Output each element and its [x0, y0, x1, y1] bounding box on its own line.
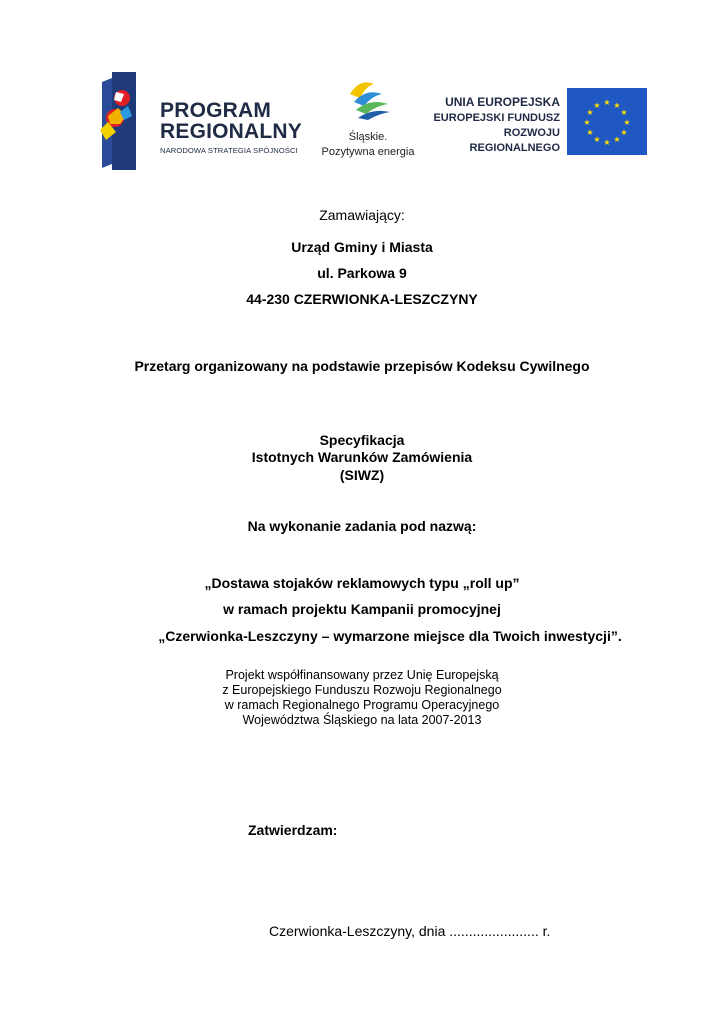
program-regionalny-emblem: [94, 72, 146, 170]
task-line3: „Czerwionka-Leszczyny – wymarzone miejsce dla Twoich inwestycji”.: [158, 628, 622, 644]
program-regionalny-line1: PROGRAM: [160, 99, 272, 122]
eu-line2: EUROPEJSKI FUNDUSZ: [433, 112, 560, 124]
orderer-name: Urząd Gminy i Miasta: [291, 239, 433, 255]
slaskie-emblem: [344, 72, 394, 122]
task-line1: „Dostawa stojaków reklamowych typu „roll up”: [204, 575, 520, 591]
spec-line3: (SIWZ): [339, 467, 385, 483]
svg-text:★: ★: [613, 135, 621, 144]
task-intro: Na wykonanie zadania pod nazwą:: [247, 518, 477, 534]
cofinance-line4: Województwa Śląskiego na lata 2007-2013: [242, 713, 482, 727]
task-line2: w ramach projektu Kampanii promocyjnej: [223, 601, 501, 617]
svg-text:★: ★: [583, 118, 591, 127]
eu-flag-icon: [567, 88, 647, 155]
svg-text:★: ★: [603, 138, 611, 147]
program-regionalny-line3: NARODOWA STRATEGIA SPÓJNOŚCI: [160, 146, 298, 155]
tender-basis: Przetarg organizowany na podstawie przepisów Kodeksu Cywilnego: [134, 358, 590, 374]
svg-text:★: ★: [623, 118, 631, 127]
svg-text:★: ★: [603, 98, 611, 107]
spec-line2: Istotnych Warunków Zamówienia: [251, 449, 473, 465]
place-date-line: Czerwionka-Leszczyny, dnia ....................... r.: [269, 923, 551, 939]
orderer-label: Zamawiający:: [319, 207, 405, 223]
cofinance-line3: w ramach Regionalnego Programu Operacyjnego: [224, 698, 500, 712]
eu-line3: ROZWOJU REGIONALNEGO: [469, 127, 560, 154]
program-regionalny-logo: [94, 72, 309, 170]
svg-text:★: ★: [593, 101, 601, 110]
spec-line1: Specyfikacja: [319, 432, 405, 448]
slaskie-line2: Pozytywna energia: [321, 146, 415, 158]
orderer-city: 44-230 CZERWIONKA-LESZCZYNY: [246, 291, 478, 307]
eu-line1: UNIA EUROPEJSKA: [445, 95, 560, 109]
svg-text:★: ★: [586, 108, 594, 117]
svg-text:★: ★: [613, 101, 621, 110]
program-regionalny-line2: REGIONALNY: [160, 120, 303, 143]
eu-logo-text: [418, 95, 560, 154]
svg-text:★: ★: [620, 128, 628, 137]
approve-label: Zatwierdzam:: [248, 822, 338, 838]
svg-text:★: ★: [586, 128, 594, 137]
svg-text:★: ★: [620, 108, 628, 117]
cofinance-line2: z Europejskiego Funduszu Rozwoju Regionalnego: [222, 683, 502, 697]
orderer-street: ul. Parkowa 9: [317, 265, 407, 281]
svg-text:★: ★: [593, 135, 601, 144]
slaskie-logo: [318, 72, 418, 164]
slaskie-line1: Śląskie.: [348, 131, 388, 143]
cofinance-line1: Projekt współfinansowany przez Unię Europejską: [225, 668, 499, 682]
